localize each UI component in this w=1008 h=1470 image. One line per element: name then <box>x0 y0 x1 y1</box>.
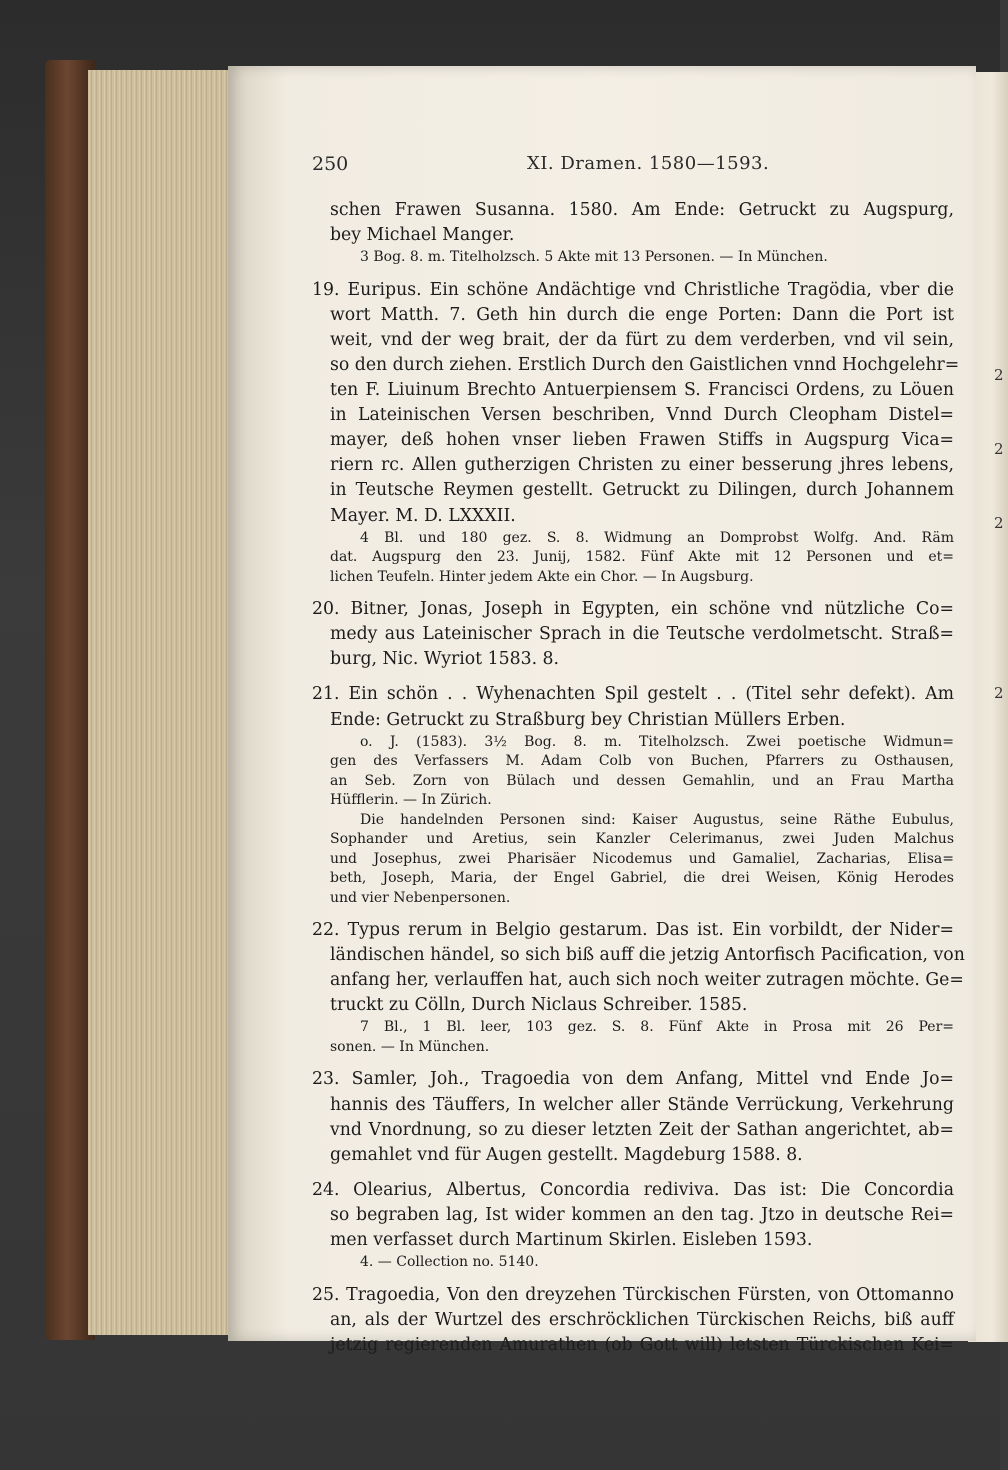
margin-mark: 2 <box>994 440 1004 458</box>
entry-text-line: 24. Olearius, Albertus, Concordia rediviva. Das ist: Die Concordia <box>312 1179 954 1200</box>
entry-text-line: medy aus Lateinischer Sprach in die Teutsche verdolmetscht. Straß= <box>330 624 954 645</box>
bibliographic-note-line: 7 Bl., 1 Bl. leer, 103 gez. S. 8. Fünf Akte in Prosa mit 26 Per= <box>360 1019 954 1036</box>
entry-text-line: Mayer. M. D. LXXXII. <box>330 505 516 526</box>
entry-text-line: mayer, deß hohen vnser lieben Frawen Stiffs in Augspurg Vica= <box>330 430 954 451</box>
bibliographic-note-line: dat. Augspurg den 23. Junij, 1582. Fünf Akte mit 12 Personen und et= <box>330 549 954 566</box>
entry-text-line: anfang her, verlauffen hat, auch sich noch weiter zutragen möchte. Ge= <box>330 970 964 991</box>
entry-text-line: gemahlet vnd für Augen gestellt. Magdeburg 1588. 8. <box>330 1144 803 1165</box>
paragraph-gap <box>312 1168 954 1178</box>
entry-text-line: an, als der Wurtzel des erschröcklichen Türckischen Reichs, biß auff <box>330 1309 954 1330</box>
margin-mark: 2 <box>994 366 1004 384</box>
bibliographic-note-line: gen des Verfassers M. Adam Colb von Buchen, Pfarrers zu Osthausen, <box>330 753 954 770</box>
entry-text-line: 21. Ein schön . . Wyhenachten Spil gestelt . . (Titel sehr defekt). Am <box>312 684 954 705</box>
bibliographic-note-line: und Josephus, zwei Pharisäer Nicodemus und Gamaliel, Zacharias, Elisa= <box>330 850 954 867</box>
entry-text-line: ländischen händel, so sich biß auff die jetzig Antorfisch Pacification, von <box>330 945 965 966</box>
running-head-title: XI. Dramen. 1580—1593. <box>527 153 770 174</box>
bibliographic-note-line: Sophander und Aretius, sein Kanzler Celerimanus, zwei Juden Malchus <box>330 831 954 848</box>
running-head <box>312 153 952 183</box>
entry-text-line: riern rc. Allen gutherzigen Christen zu einer besserung jhres lebens, <box>330 455 954 476</box>
entry-text-line: ten F. Liuinum Brechto Antuerpiensem S. Francisci Ordens, zu Löuen <box>330 380 954 401</box>
margin-mark: 2 <box>994 684 1004 702</box>
entry-text-line: hannis des Täuffers, In welcher aller Stände Verrückung, Verkehrung <box>330 1094 954 1115</box>
entry-text-line: vnd Vnordnung, so zu dieser letzten Zeit der Sathan angerichtet, ab= <box>330 1119 954 1140</box>
entry-text-line: jetzig regierenden Amurathen (ob Gott will) letsten Türckischen Kei= <box>330 1334 954 1355</box>
entry-text-line: so begraben lag, Ist wider kommen an den tag. Jtzo in deutsche Rei= <box>330 1204 954 1225</box>
entry-text-line: men verfasset durch Martinum Skirlen. Eisleben 1593. <box>330 1230 813 1251</box>
paragraph-gap <box>312 908 954 918</box>
paragraph-gap <box>312 1057 954 1067</box>
entry-text-line: burg, Nic. Wyriot 1583. 8. <box>330 649 560 670</box>
entry-text-line: 20. Bitner, Jonas, Joseph in Egypten, ein schöne vnd nützliche Co= <box>312 599 954 620</box>
bibliographic-note-line: 4 Bl. und 180 gez. S. 8. Widmung an Domprobst Wolfg. And. Räm <box>360 529 954 546</box>
bibliographic-note-line: sonen. — In München. <box>330 1038 490 1055</box>
entry-text-line: Ende: Getruckt zu Straßburg bey Christian Müllers Erben. <box>330 709 846 730</box>
page-number: 250 <box>312 153 349 175</box>
bibliographic-note-line: und vier Nebenpersonen. <box>330 889 511 906</box>
entry-text-line: weit, vnd der weg brait, der da fürt zu dem verderben, vnd vil sein, <box>330 329 954 350</box>
entry-text-line: 25. Tragoedia, Von den dreyzehen Türckischen Fürsten, von Ottomanno <box>312 1284 954 1305</box>
entry-text-line: in Teutsche Reymen gestellt. Getruckt zu Dilingen, durch Johannem <box>330 480 954 501</box>
paragraph-gap <box>312 1273 954 1283</box>
bibliographic-note-line: an Seb. Zorn von Bülach und dessen Gemahlin, und an Frau Martha <box>330 772 954 789</box>
bibliographic-note-line: 4. — Collection no. 5140. <box>360 1254 539 1271</box>
entry-text-line: 23. Samler, Joh., Tragoedia von dem Anfang, Mittel vnd Ende Jo= <box>312 1069 954 1090</box>
margin-mark: 2 <box>994 514 1004 532</box>
entry-text-line: 22. Typus rerum in Belgio gestarum. Das ist. Ein vorbildt, der Nider= <box>312 920 954 941</box>
paragraph-gap <box>312 587 954 597</box>
bibliographic-note-line: o. J. (1583). 3½ Bog. 8. m. Titelholzsch. Zwei poetische Widmun= <box>360 733 954 750</box>
entry-text-line: 19. Euripus. Ein schöne Andächtige vnd Christliche Tragödia, vber die <box>312 279 954 300</box>
entry-text-line: so den durch ziehen. Erstlich Durch den Gaistlichen vnnd Hochgelehr= <box>330 354 960 375</box>
entry-text-line: truckt zu Cölln, Durch Niclaus Schreiber. 1585. <box>330 995 748 1016</box>
page-stack-edge <box>88 70 238 1335</box>
bibliographic-note-line: Hüfflerin. — In Zürich. <box>330 792 492 809</box>
paragraph-gap <box>312 268 954 278</box>
bibliographic-note-line: Die handelnden Personen sind: Kaiser Augustus, seine Räthe Eubulus, <box>360 811 954 828</box>
paragraph-gap <box>312 672 954 682</box>
page-body-text <box>312 198 965 1358</box>
bibliographic-note-line: beth, Joseph, Maria, der Engel Gabriel, die drei Weisen, König Herodes <box>330 870 954 887</box>
entry-text-line: schen Frawen Susanna. 1580. Am Ende: Getruckt zu Augspurg, <box>330 200 954 220</box>
entry-text-line: bey Michael Manger. <box>330 225 515 246</box>
bibliographic-note-line: 3 Bog. 8. m. Titelholzsch. 5 Akte mit 13 Personen. — In München. <box>360 249 828 266</box>
entry-text-line: in Lateinischen Versen beschriben, Vnnd Durch Cleopham Distel= <box>330 405 954 426</box>
entry-text-line: wort Matth. 7. Geth hin durch die enge Porten: Dann die Port ist <box>330 304 954 325</box>
bibliographic-note-line: lichen Teufeln. Hinter jedem Akte ein Chor. — In Augsburg. <box>330 568 754 585</box>
